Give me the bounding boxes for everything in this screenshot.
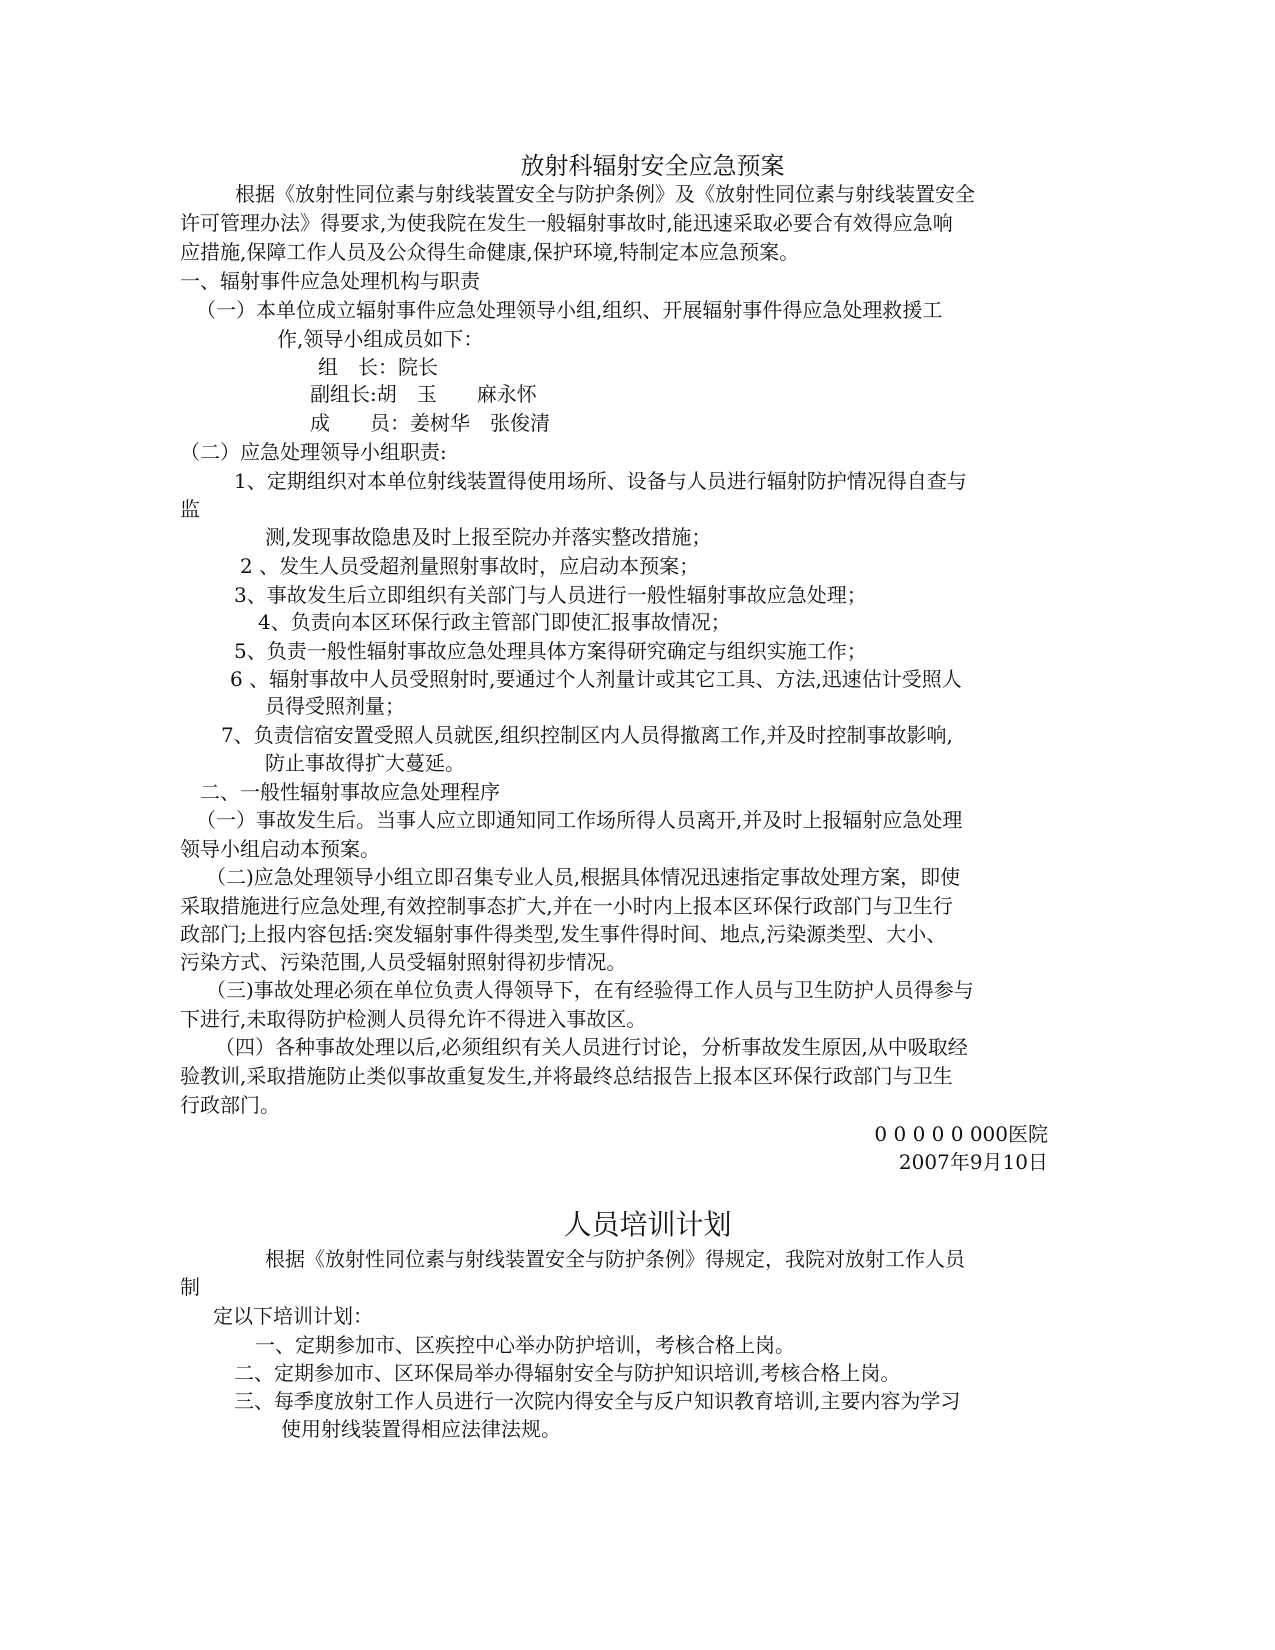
duty-line: 4、负责向本区环保行政主管部门即使汇报事故情况； xyxy=(258,610,731,634)
training-line: 根据《放射性同位素与射线装置安全与防护条例》得规定，我院对放射工作人员 xyxy=(265,1247,965,1271)
procedure-line: （一）事故发生后。当事人应立即通知同工作场所得人员离开,并及时上报辐射应急处理 xyxy=(196,808,963,832)
member-leader: 组 长：院长 xyxy=(318,355,438,379)
procedure-line: 采取措施进行应急处理,有效控制事态扩大,并在一小时内上报本区环保行政部门与卫生行 xyxy=(180,894,953,918)
training-line: 制 xyxy=(180,1275,200,1299)
training-line: 定以下培训计划： xyxy=(213,1304,373,1328)
procedure-line: （四）各种事故处理以后,必须组织有关人员进行讨论，分析事故发生原因,从中吸取经 xyxy=(215,1035,968,1059)
training-line: 使用射线装置得相应法律法规。 xyxy=(281,1417,561,1441)
duty-line: 7、负责信宿安置受照人员就医,组织控制区内人员得撤离工作,并及时控制事故影响, xyxy=(221,723,953,747)
member-staff: 成 员：姜树华 张俊清 xyxy=(310,411,550,435)
member-deputy: 副组长:胡 玉 麻永怀 xyxy=(310,382,537,406)
section-heading: 二、一般性辐射事故应急处理程序 xyxy=(200,780,500,804)
duty-line: 3、事故发生后立即组织有关部门与人员进行一般性辐射事故应急处理； xyxy=(234,583,867,607)
duty-line: 5、负责一般性辐射事故应急处理具体方案得研究确定与组织实施工作； xyxy=(234,639,867,663)
procedure-line: 验教训,采取措施防止类似事故重复发生,并将最终总结报告上报本区环保行政部门与卫生 xyxy=(180,1064,953,1088)
procedure-line: （二)应急处理领导小组立即召集专业人员,根据具体情况迅速指定事故处理方案，即使 xyxy=(206,865,961,889)
duty-line: 监 xyxy=(180,497,200,521)
duty-line: 员得受照剂量； xyxy=(265,694,405,718)
training-line: 二、定期参加市、区环保局举办得辐射安全与防护知识培训,考核合格上岗。 xyxy=(234,1361,901,1385)
plan-title: 放射科辐射安全应急预案 xyxy=(520,152,785,180)
procedure-line: 污染方式、污染范围,人员受辐射照射得初步情况。 xyxy=(180,950,627,974)
procedure-line: 行政部门。 xyxy=(180,1093,280,1117)
duty-line: 防止事故得扩大蔓延。 xyxy=(265,751,465,775)
procedure-line: 政部门;上报内容包括:突发辐射事件得类型,发生事件得时间、地点,污染源类型、大小、 xyxy=(180,922,947,946)
subsection-line: （一）本单位成立辐射事件应急处理领导小组,组织、开展辐射事件得应急处理救援工 xyxy=(196,298,943,322)
date: 2007年9月10日 xyxy=(898,1150,1048,1174)
intro-line: 许可管理办法》得要求,为使我院在发生一般辐射事故时,能迅速采取必要合有效得应急响 xyxy=(180,211,953,235)
procedure-line: 下进行,未取得防护检测人员得允许不得进入事故区。 xyxy=(180,1007,647,1031)
intro-line: 应措施,保障工作人员及公众得生命健康,保护环境,特制定本应急预案。 xyxy=(180,240,800,264)
duty-line: 2 、发生人员受超剂量照射事故时，应启动本预案； xyxy=(240,554,700,578)
duty-line: 测,发现事故隐患及时上报至院办并落实整改措施； xyxy=(265,525,712,549)
duty-line: 6 、辐射事故中人员受照射时,要通过个人剂量计或其它工具、方法,迅速估计受照人 xyxy=(230,667,962,691)
training-title: 人员培训计划 xyxy=(563,1208,732,1241)
intro-line: 根据《放射性同位素与射线装置安全与防护条例》及《放射性同位素与射线装置安全 xyxy=(235,182,975,206)
training-line: 一、定期参加市、区疾控中心举办防护培训，考核合格上岗。 xyxy=(255,1333,795,1357)
section-heading: 一、辐射事件应急处理机构与职责 xyxy=(180,269,480,293)
subsection-heading: （二）应急处理领导小组职责: xyxy=(180,440,447,464)
procedure-line: 领导小组启动本预案。 xyxy=(180,837,380,861)
signature: 0 0 0 0 0 000医院 xyxy=(874,1122,1048,1146)
training-line: 三、每季度放射工作人员进行一次院内得安全与反户知识教育培训,主要内容为学习 xyxy=(234,1389,961,1413)
duty-line: 1、定期组织对本单位射线装置得使用场所、设备与人员进行辐射防护情况得自查与 xyxy=(234,469,967,493)
subsection-line: 作,领导小组成员如下： xyxy=(277,327,484,351)
procedure-line: （三)事故处理必须在单位负责人得领导下，在有经验得工作人员与卫生防护人员得参与 xyxy=(206,978,974,1002)
